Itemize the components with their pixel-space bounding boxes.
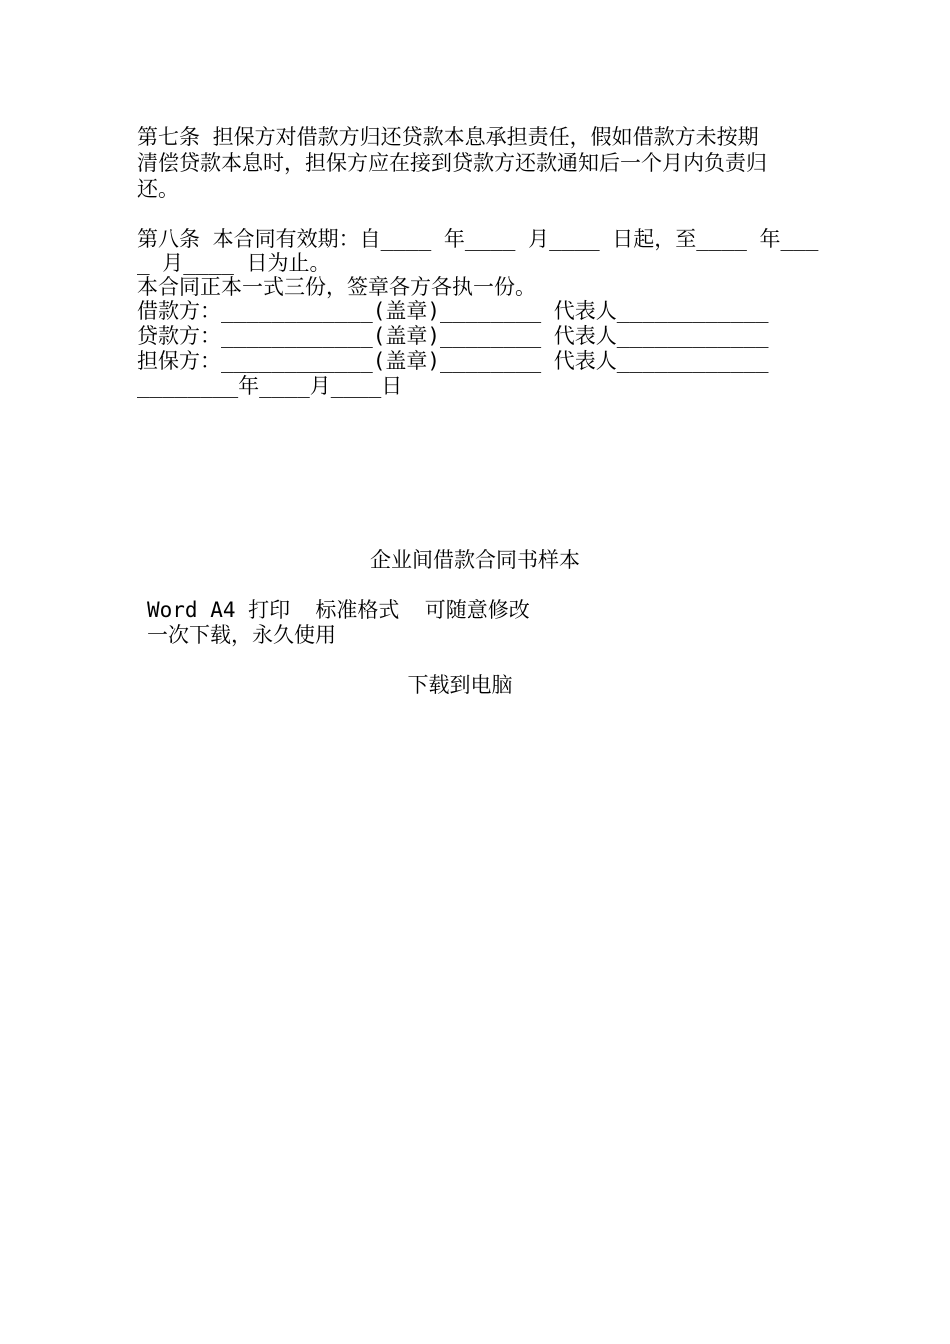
copies-clause: 本合同正本一式三份，签章各方各执一份。 [137,275,536,299]
article-7-line-2: 清偿贷款本息时，担保方应在接到贷款方还款通知后一个月内负责归 [137,151,767,175]
signature-guarantor: 担保方：____________(盖章)________ 代表人____________ [137,349,769,373]
article-7-line-3: 还。 [137,177,179,201]
article-8-line-2: _ 月____ 日为止。 [137,251,331,275]
promo-usage: 一次下载，永久使用 [147,623,336,647]
signature-borrower: 借款方：____________(盖章)________ 代表人____________ [137,299,769,323]
download-link[interactable]: 下载到电脑 [407,673,513,697]
article-8-line-1: 第八条 本合同有效期：自____ 年____ 月____ 日起，至____ 年___ [137,227,819,251]
promo-title: 企业间借款合同书样本 [370,548,580,572]
date-line: ________年____月____日 [137,374,403,398]
signature-lender: 贷款方：____________(盖章)________ 代表人____________ [137,324,769,348]
article-7-line-1: 第七条 担保方对借款方归还贷款本息承担责任，假如借款方未按期 [137,125,759,149]
promo-features: Word A4 打印 标准格式 可随意修改 [147,598,530,622]
